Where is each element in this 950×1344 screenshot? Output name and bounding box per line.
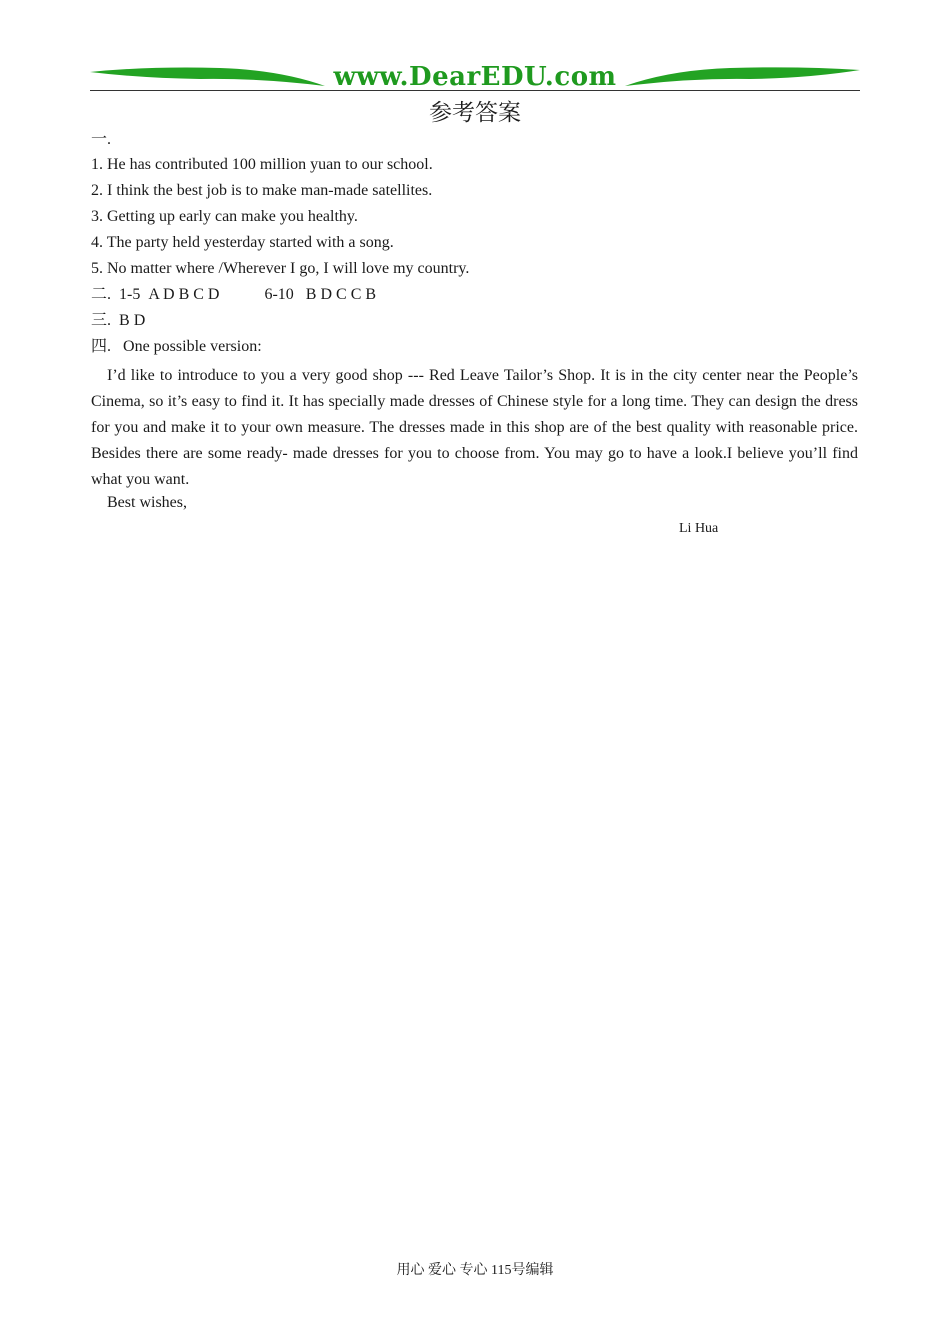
site-logo: www.DearEDU.com bbox=[333, 62, 617, 92]
page-footer: 用心 爱心 专心 115号编辑 bbox=[396, 1263, 554, 1278]
section-3-answer: B D bbox=[119, 312, 146, 329]
page-title: 参考答案 bbox=[429, 100, 521, 125]
answer-line-4: 4. The party held yesterday started with a song. bbox=[91, 234, 394, 251]
section-3-label: 三. bbox=[91, 312, 112, 329]
letter-signature: Li Hua bbox=[679, 521, 719, 536]
section-4-heading: One possible version: bbox=[123, 338, 262, 355]
header-rule bbox=[90, 90, 860, 91]
header-banner bbox=[90, 62, 860, 92]
answer-line-1: 1. He has contributed 100 million yuan to our school. bbox=[91, 156, 433, 173]
section-3-line bbox=[91, 311, 145, 331]
letter-closing: Best wishes, bbox=[107, 494, 187, 511]
answer-line-2: 2. I think the best job is to make man-made satellites. bbox=[91, 182, 433, 199]
section-2-part1: 1-5 A D B C D bbox=[119, 286, 220, 303]
section-4-line bbox=[91, 337, 262, 357]
section-4-label: 四. bbox=[91, 338, 112, 355]
section-2-label: 二. bbox=[91, 286, 112, 303]
section-2-part2: 6-10 B D C C B bbox=[264, 286, 377, 303]
answer-line-5: 5. No matter where /Wherever I go, I will love my country. bbox=[91, 260, 470, 277]
answer-line-3: 3. Getting up early can make you healthy. bbox=[91, 208, 358, 225]
essay-paragraph: I’d like to introduce to you a very good shop --- Red Leave Tailor’s Shop. It is in the city center near the People’s Cinema, so it’s easy to find it. It has specially made dresses of Chinese style for a long time. They can design the dress for you and make it to your own measure. The dresses made in this shop are of the best quality with reasonable price. Besides there are some ready- made dresses for you to choose from. You may go to have a look.I believe you’ll find what you want. bbox=[91, 367, 858, 488]
section-1-label: 一. bbox=[91, 131, 112, 148]
section-2-line bbox=[91, 285, 376, 305]
